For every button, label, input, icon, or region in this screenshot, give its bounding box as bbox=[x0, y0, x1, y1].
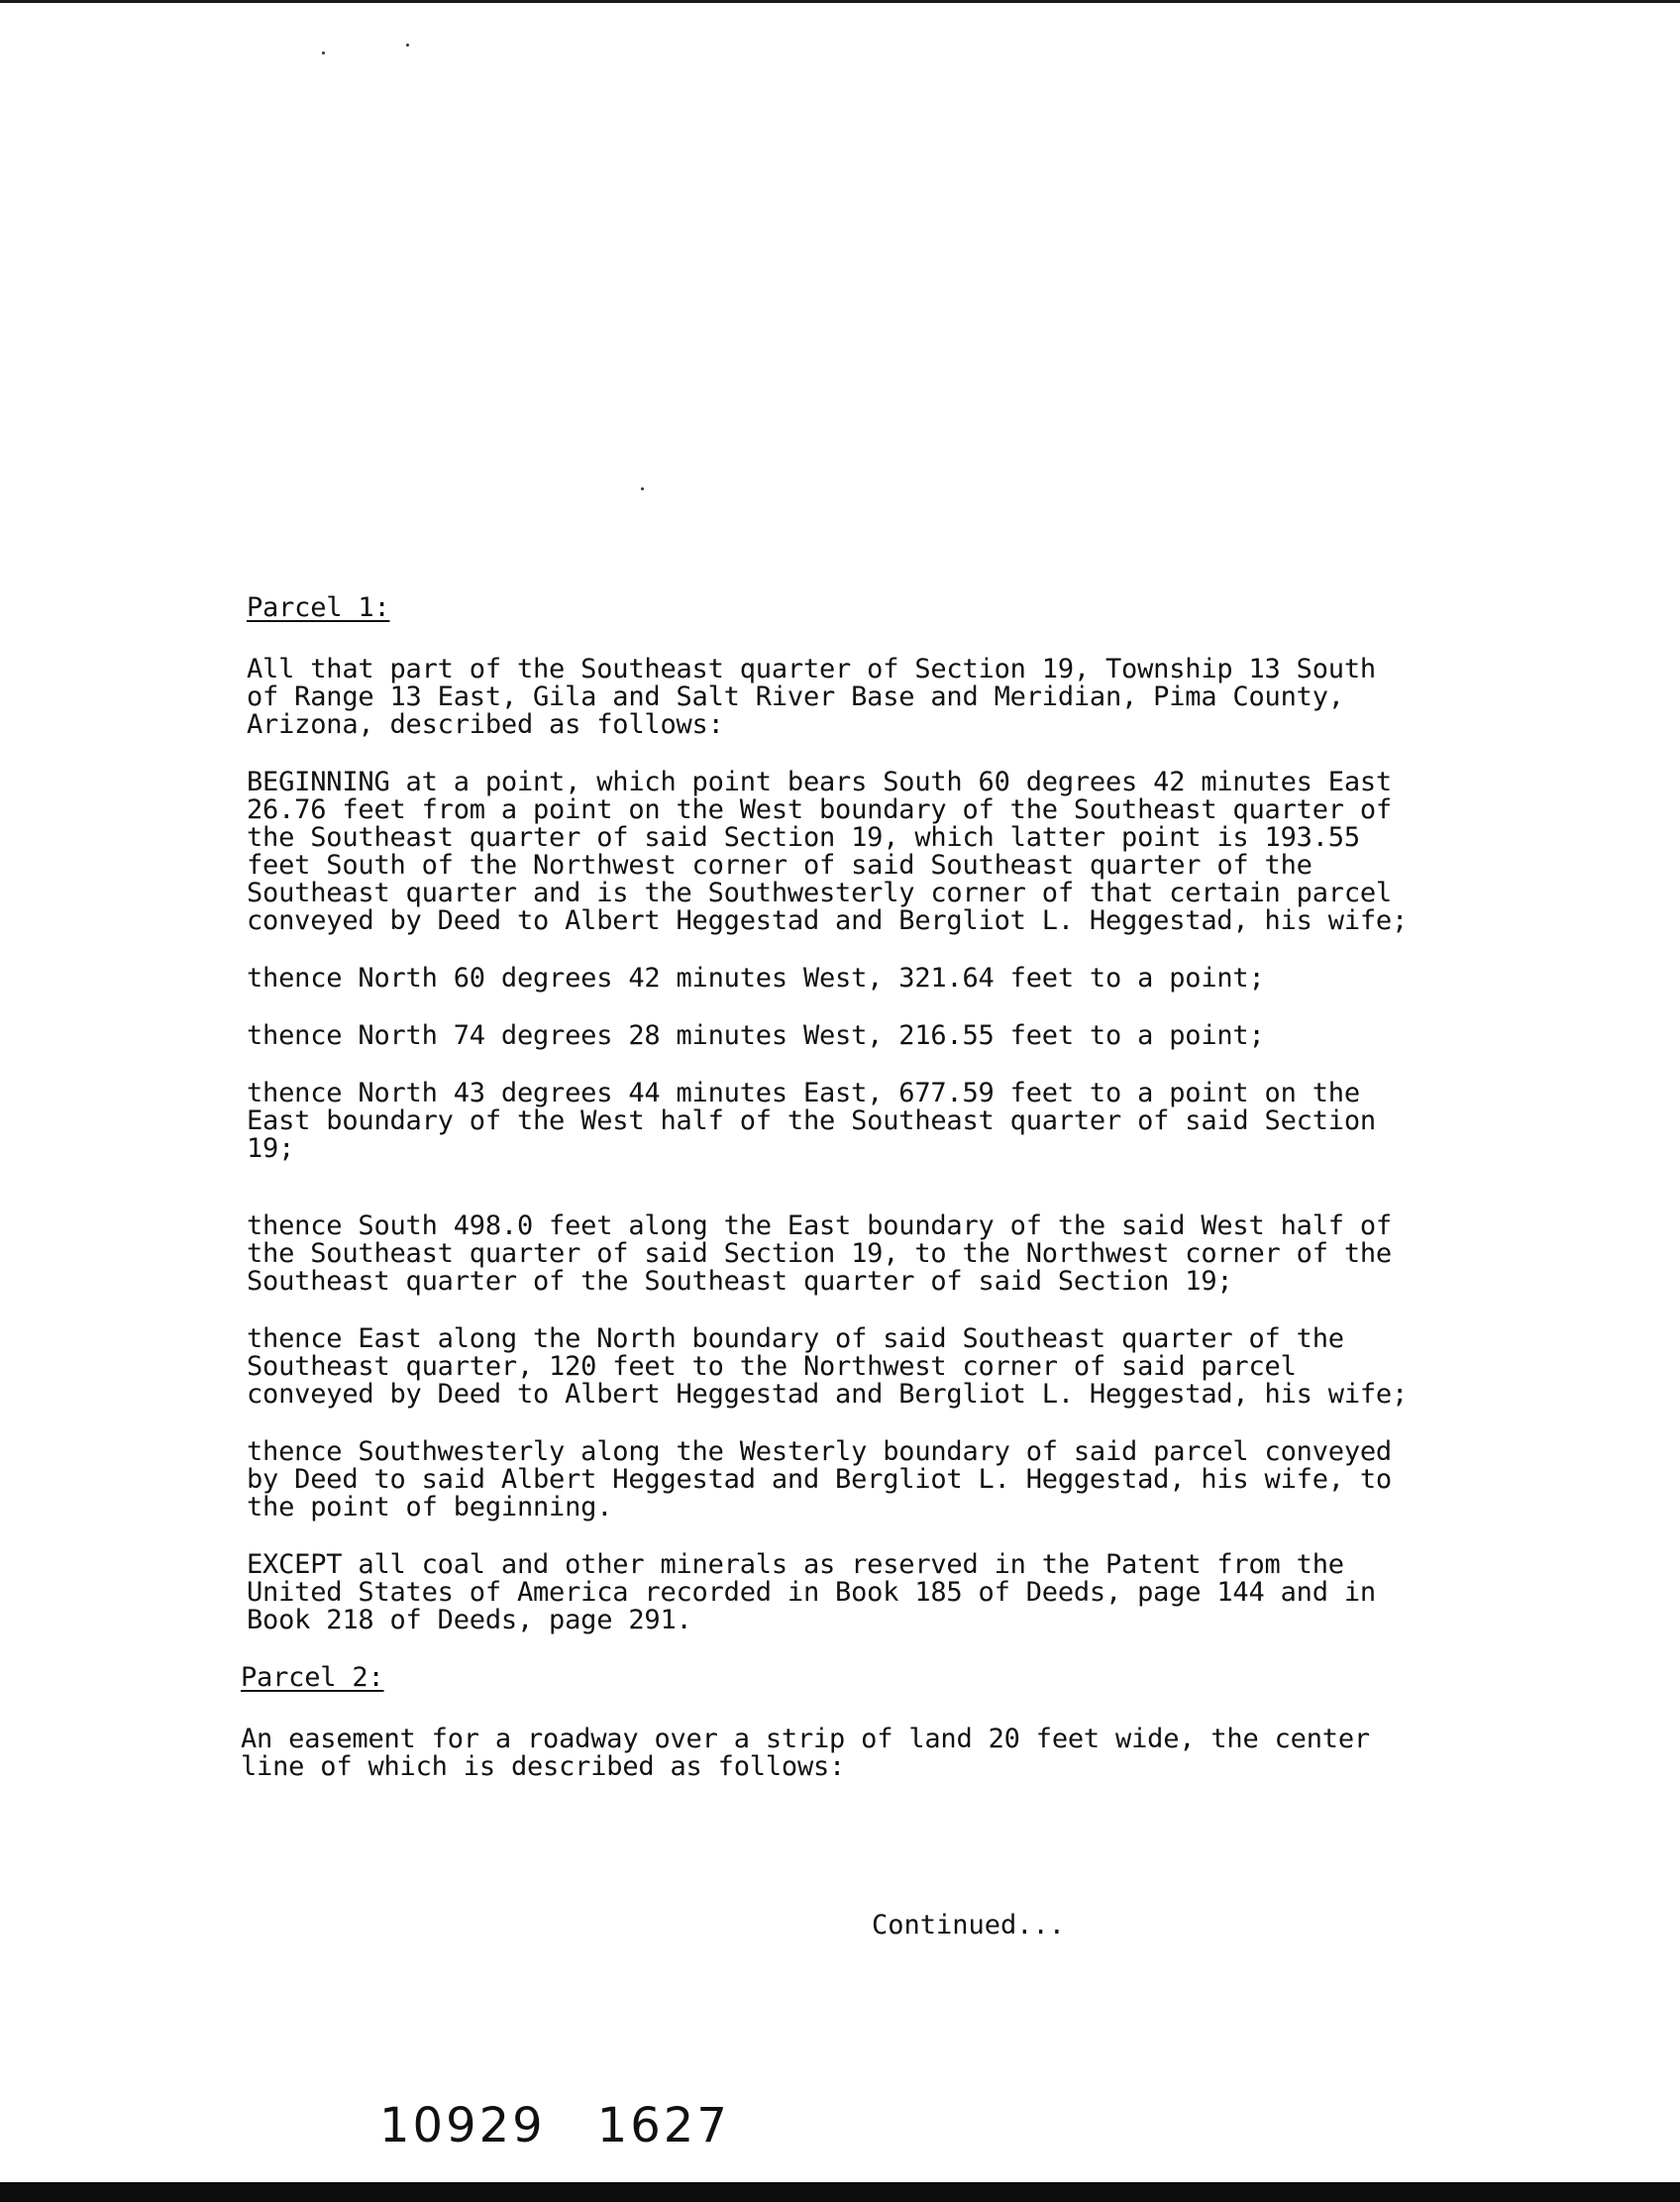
parcel-1-course-3: thence North 43 degrees 44 minutes East, 677.59 feet to a point on the East boundary of the West half of the Southeast quarter of said Section 19; bbox=[247, 1078, 1376, 1164]
document-body bbox=[241, 594, 1410, 1781]
document-number bbox=[379, 2098, 782, 2153]
parcel-1-course-5: thence East along the North boundary of said Southeast quarter of the Southeast quarter, 120 feet to the Northwest corner of said parcel conveyed by Deed to Albert Heggestad and Bergliot L. Heggestad, his wife; bbox=[247, 1323, 1409, 1410]
document-number-left: 10929 bbox=[379, 2098, 546, 2153]
scan-speck bbox=[641, 487, 644, 490]
scan-speck bbox=[406, 44, 409, 47]
parcel-1-course-4: thence South 498.0 feet along the East boundary of the said West half of the Southeast quarter of said Section 19, to the Northwest corner of the Southeast quarter of the Southeast quarter of said Section 19; bbox=[247, 1210, 1392, 1297]
scan-top-edge bbox=[0, 0, 1680, 3]
parcel-2-heading: Parcel 2: bbox=[241, 1662, 384, 1693]
parcel-1-intro: All that part of the Southeast quarter of Section 19, Township 13 South of Range 13 East, Gila and Salt River Base and Meridian, Pima County, Arizona, described as follows: bbox=[247, 654, 1376, 740]
scan-speck bbox=[322, 52, 325, 54]
parcel-2-description: An easement for a roadway over a strip of land 20 feet wide, the center line of which is described as follows: bbox=[241, 1724, 1370, 1782]
document-number-right: 1627 bbox=[596, 2098, 730, 2153]
parcel-1-heading: Parcel 1: bbox=[247, 592, 390, 623]
scan-bottom-edge bbox=[0, 2182, 1680, 2202]
parcel-1-course-1: thence North 60 degrees 42 minutes West, 321.64 feet to a point; bbox=[247, 963, 1265, 994]
parcel-1-beginning: BEGINNING at a point, which point bears South 60 degrees 42 minutes East 26.76 feet from a point on the West boundary of the Southeast quarter of the Southeast quarter of said Section 19, which latter point is 193.55 feet South of the Northwest corner of said Southeast quarter of the Southeast quarter and is the Southwesterly corner of that certain parcel conveyed by Deed to Albert Heggestad and Bergliot L. Heggestad, his wife; bbox=[247, 767, 1409, 936]
parcel-1-course-2: thence North 74 degrees 28 minutes West, 216.55 feet to a point; bbox=[247, 1020, 1265, 1051]
continued-note: Continued... bbox=[872, 1910, 1066, 1940]
parcel-1-exception: EXCEPT all coal and other minerals as reserved in the Patent from the United States of America recorded in Book 185 of Deeds, page 144 and in Book 218 of Deeds, page 291. bbox=[247, 1549, 1376, 1635]
parcel-1-course-6: thence Southwesterly along the Westerly boundary of said parcel conveyed by Deed to said Albert Heggestad and Bergliot L. Heggestad, his wife, to the point of beginning. bbox=[247, 1436, 1392, 1522]
